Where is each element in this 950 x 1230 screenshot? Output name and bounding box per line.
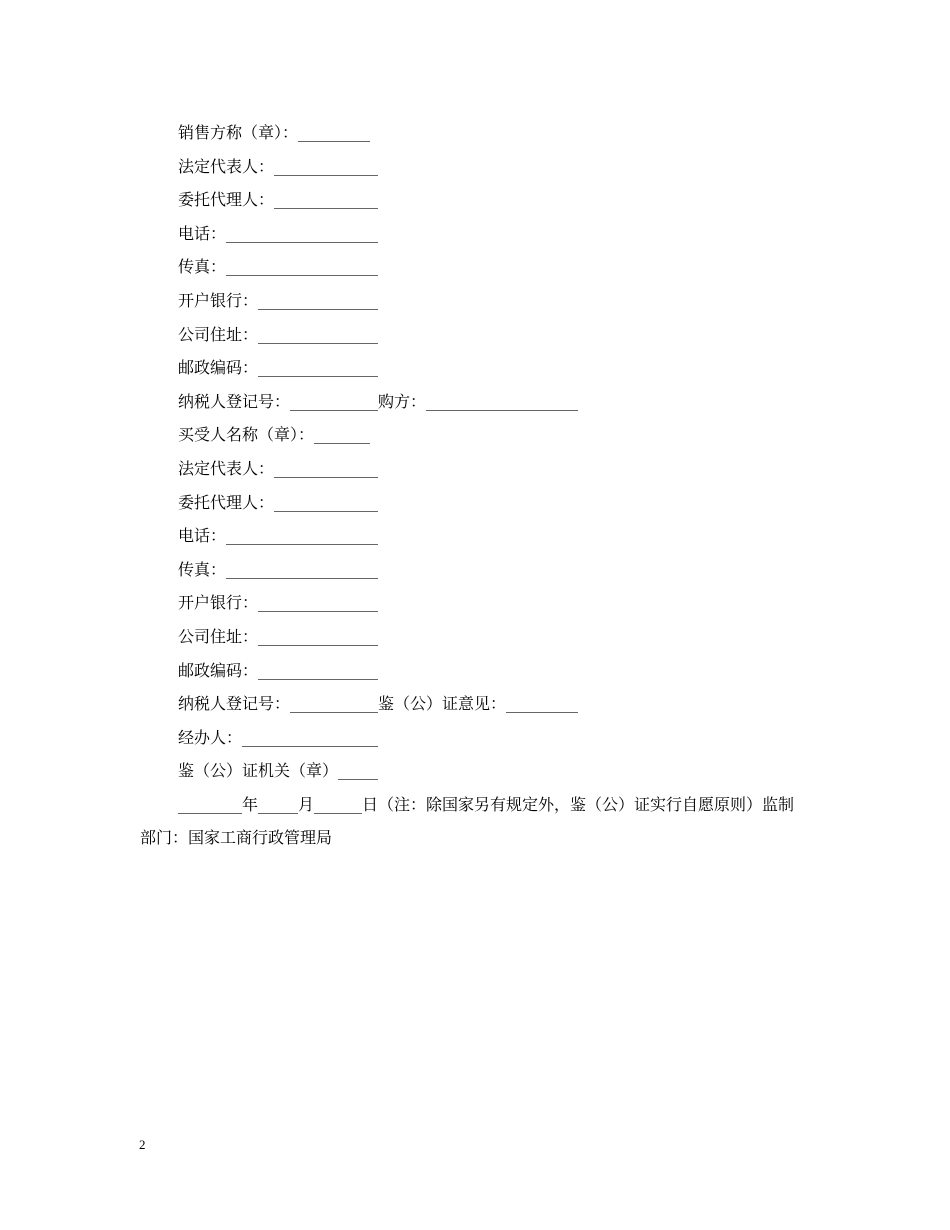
seller-authorized-agent-line: 委托代理人：_____________ (178, 190, 379, 210)
contract-signature-section (140, 116, 820, 855)
seller-phone-line: 电话：___________________ (178, 223, 379, 243)
seller-name-line: 销售方称（章）：_________ (178, 123, 371, 142)
buyer-authorized-agent-line: 委托代理人：_____________ (178, 492, 379, 512)
buyer-legal-representative-line: 法定代表人：_____________ (178, 458, 379, 478)
buyer-tax-id-notary-opinion-line: 纳税人登记号：___________鉴（公）证意见：_________ (178, 694, 579, 714)
buyer-name-line: 买受人名称（章）：_______ (178, 425, 371, 445)
seller-bank-line: 开户银行：_______________ (178, 290, 379, 310)
buyer-bank-line: 开户银行：_______________ (178, 593, 379, 613)
seller-fax-line: 传真：___________________ (178, 257, 379, 277)
date-and-supervision-note: ________年_____月______日（注：除国家另有规定外，鉴（公）证实行自愿原则）监制部门：国家工商行政管理局 (140, 794, 795, 848)
buyer-address-line: 公司住址：_______________ (178, 626, 379, 646)
notary-authority-seal-line: 鉴（公）证机关（章）_____ (178, 761, 379, 781)
buyer-fax-line: 传真：___________________ (178, 559, 379, 579)
page-number: 2 (139, 1137, 146, 1152)
seller-postal-code-line: 邮政编码：_______________ (178, 358, 379, 378)
seller-address-line: 公司住址：_______________ (178, 324, 379, 344)
seller-tax-id-buyer-line: 纳税人登记号：___________购方：___________________ (178, 391, 579, 411)
seller-legal-representative-line: 法定代表人：_____________ (178, 156, 379, 176)
buyer-postal-code-line: 邮政编码：_______________ (178, 660, 379, 680)
buyer-phone-line: 电话：___________________ (178, 526, 379, 546)
handler-line: 经办人：_________________ (178, 727, 379, 747)
